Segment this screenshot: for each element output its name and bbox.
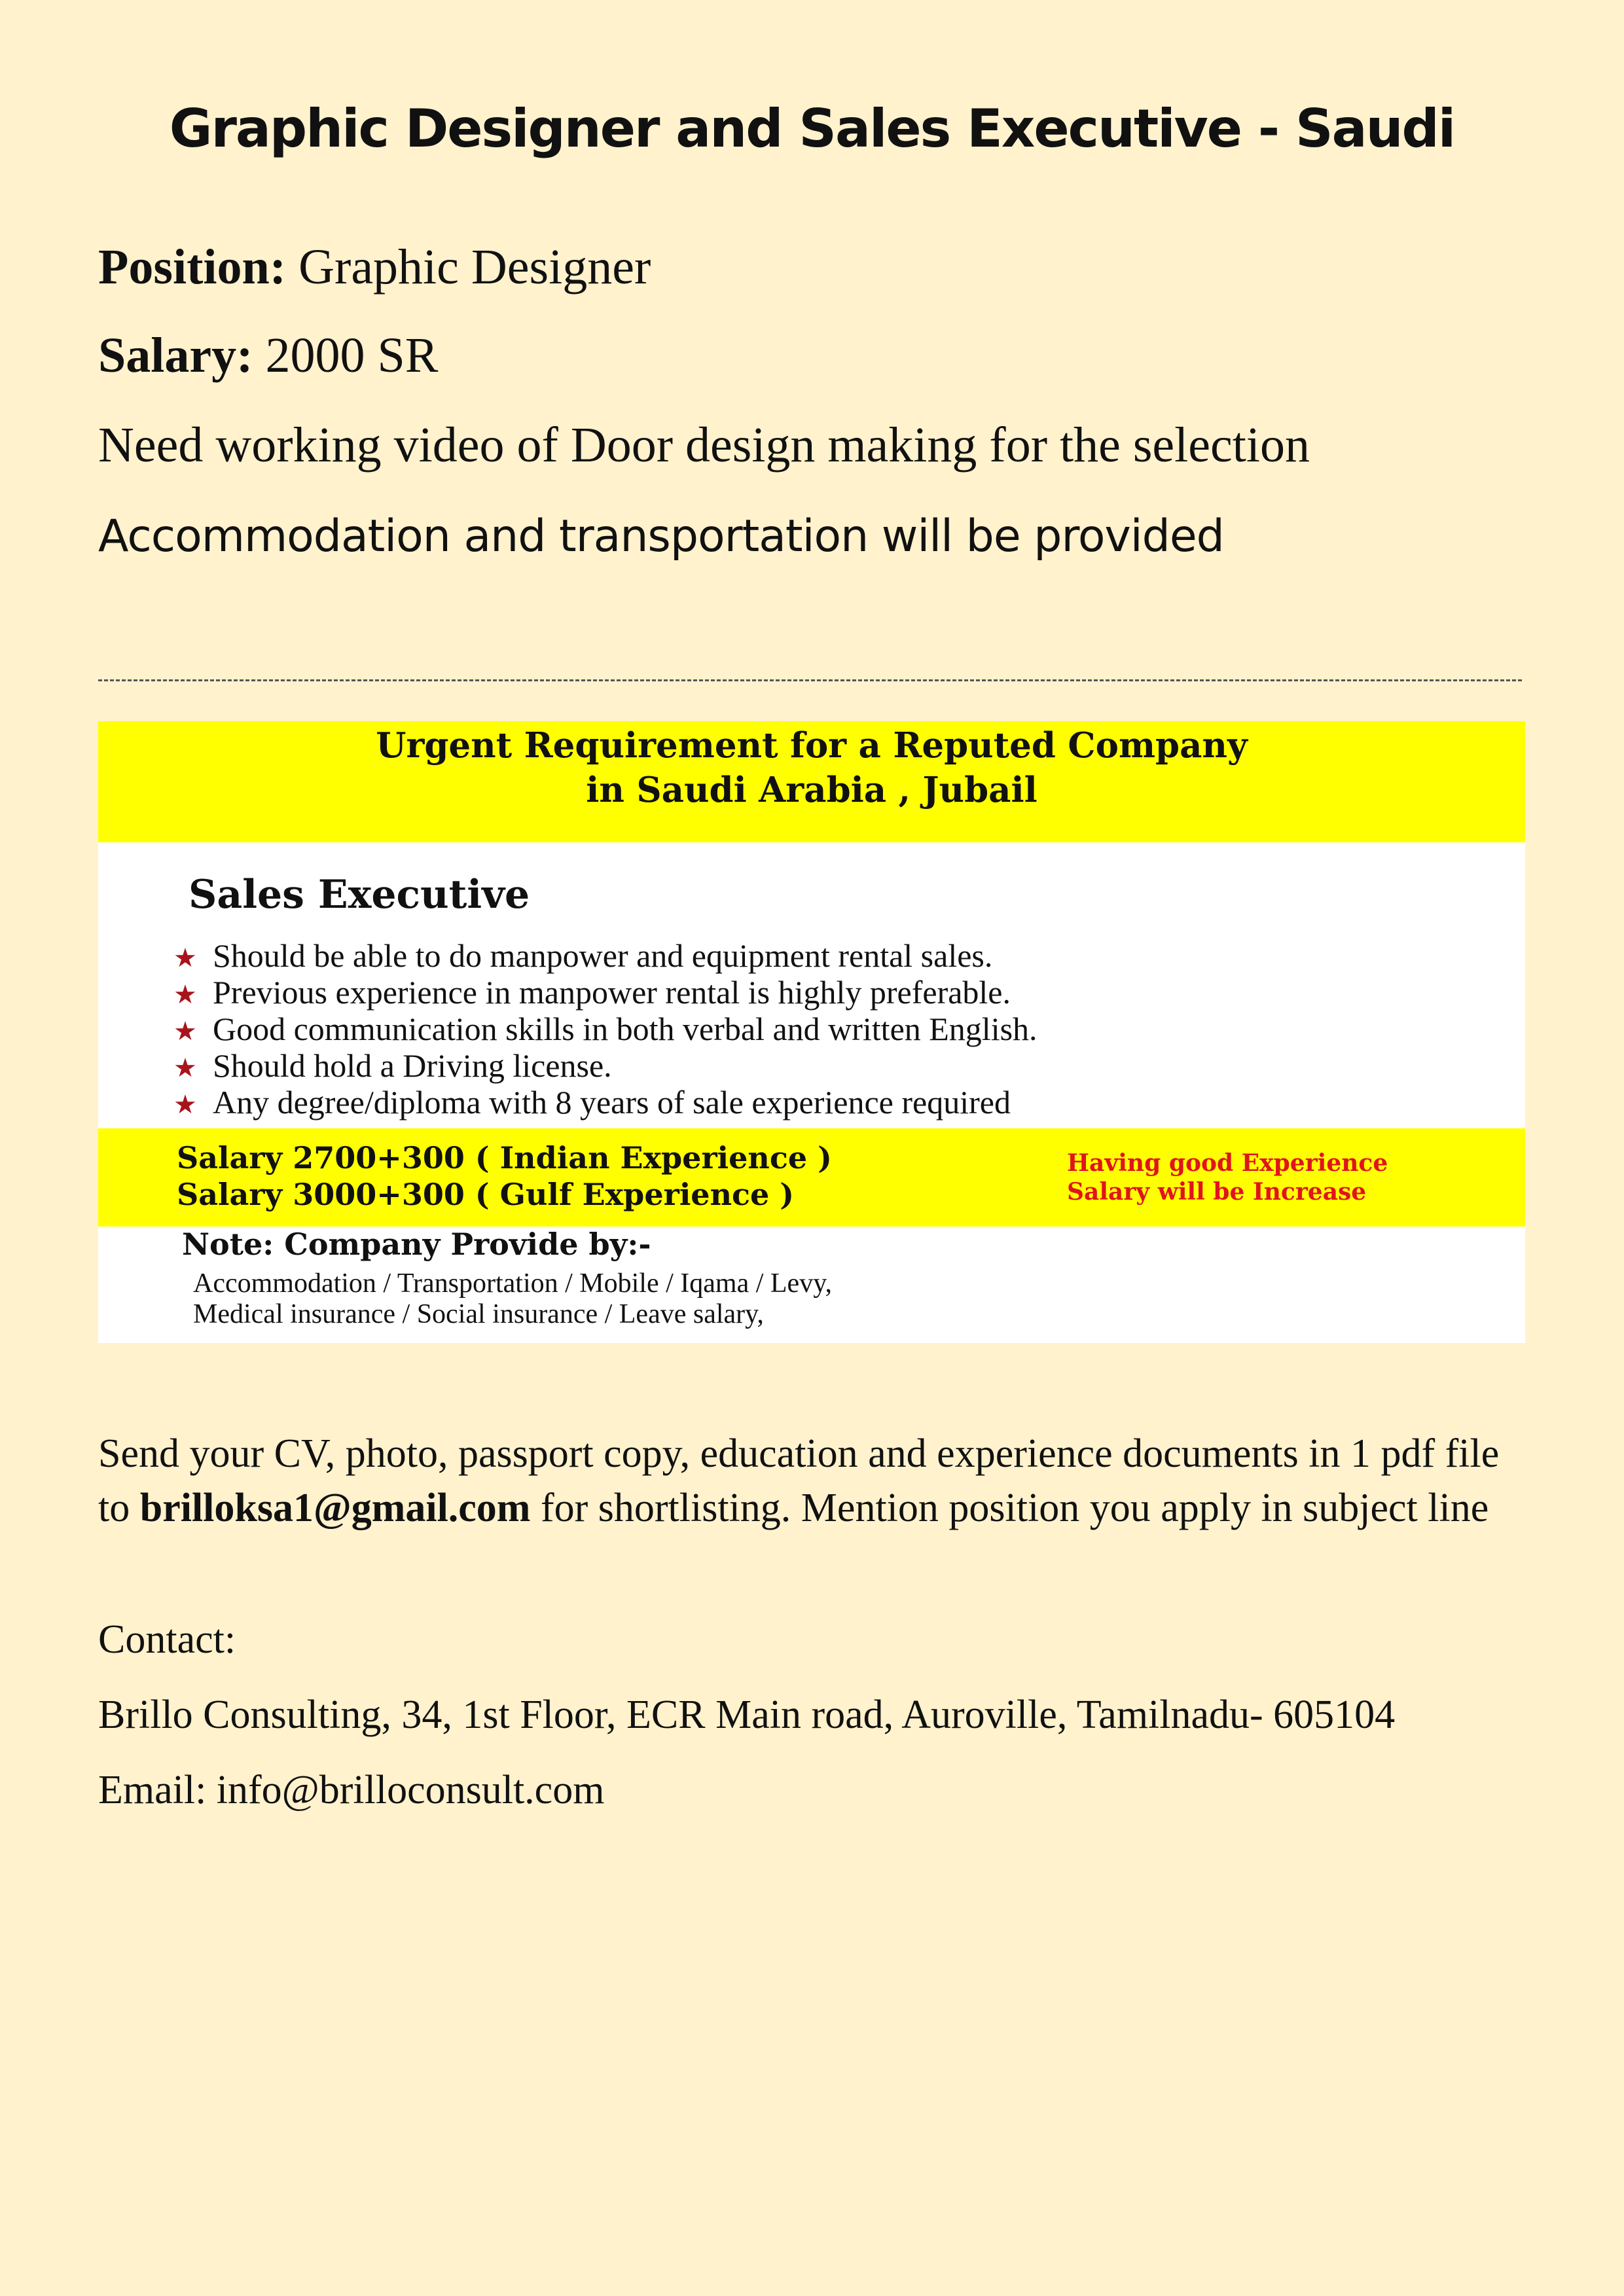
position-line	[98, 239, 651, 296]
flyer-role-title: Sales Executive	[189, 872, 530, 918]
star-icon: ★	[173, 1016, 197, 1047]
job-advert-flyer	[98, 721, 1525, 1343]
page-title: Graphic Designer and Sales Executive - Saudi	[169, 98, 1455, 159]
requirements-list	[173, 937, 1038, 1121]
contact-address: Brillo Consulting, 34, 1st Floor, ECR Main road, Auroville, Tamilnadu- 605104	[98, 1693, 1396, 1737]
experience-note-line-2: Salary will be Increase	[1067, 1178, 1367, 1206]
salary-line	[98, 327, 438, 384]
position-value: Graphic Designer	[286, 240, 651, 295]
video-requirement: Need working video of Door design making for the selection	[98, 418, 1310, 473]
contact-email[interactable]: Email: info@brilloconsult.com	[98, 1768, 605, 1812]
benefits-note-heading: Note: Company Provide by:-	[182, 1227, 651, 1262]
flyer-header-line-2: in Saudi Arabia , Jubail	[586, 770, 1038, 810]
salary-value: 2000 SR	[253, 328, 439, 383]
apply-email-link[interactable]: brilloksa1@gmail.com	[139, 1486, 531, 1530]
requirement-item: ★ Any degree/diploma with 8 years of sale experience required	[173, 1084, 1038, 1121]
contact-label: Contact:	[98, 1617, 236, 1662]
requirement-item: ★ Should hold a Driving license.	[173, 1047, 1038, 1084]
salary-indian-experience: Salary 2700+300 ( Indian Experience )	[177, 1140, 832, 1175]
requirement-item: ★ Good communication skills in both verbal and written English.	[173, 1011, 1038, 1047]
star-icon: ★	[173, 943, 197, 973]
star-icon: ★	[173, 980, 197, 1010]
apply-instructions: Send your CV, photo, passport copy, education and experience documents in 1 pdf file to brilloksa1@gmail.com for shortlisting. Mention position you apply in subject line	[98, 1431, 1500, 1530]
experience-note-line-1: Having good Experience	[1067, 1149, 1388, 1177]
salary-gulf-experience: Salary 3000+300 ( Gulf Experience )	[177, 1177, 795, 1212]
flyer-header	[98, 721, 1525, 842]
position-label: Position:	[98, 240, 287, 295]
requirement-item: ★ Should be able to do manpower and equipment rental sales.	[173, 937, 1038, 974]
salary-band	[98, 1128, 1525, 1227]
requirement-item: ★ Previous experience in manpower rental is highly preferable.	[173, 974, 1038, 1011]
accommodation-note: Accommodation and transportation will be provided	[98, 511, 1224, 562]
dashed-divider	[98, 679, 1522, 681]
benefits-line-2: Medical insurance / Social insurance / Leave salary,	[193, 1299, 764, 1329]
benefits-line-1: Accommodation / Transportation / Mobile / Iqama / Levy,	[193, 1268, 832, 1299]
flyer-header-line-1: Urgent Requirement for a Reputed Company	[376, 725, 1248, 766]
star-icon: ★	[173, 1053, 197, 1083]
star-icon: ★	[173, 1090, 197, 1120]
salary-label: Salary:	[98, 328, 253, 383]
